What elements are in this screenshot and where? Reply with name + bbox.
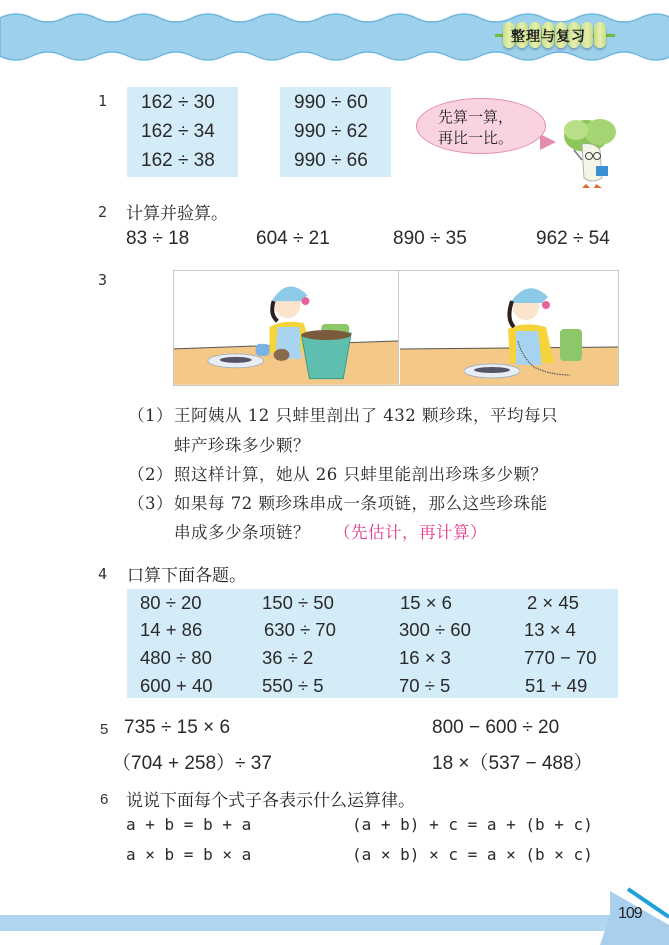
q5-expr: （704 + 258）÷ 37 <box>112 753 272 774</box>
bubble-text <box>438 107 513 149</box>
law-commutative-addition: a + b = b + a <box>126 815 252 834</box>
question-number-2: 2 <box>98 203 108 221</box>
grid-cell: 600 + 40 <box>140 675 213 696</box>
q4-mental-math-grid <box>127 589 618 698</box>
q3-part1-label: （1） <box>128 406 173 425</box>
grid-cell: 13 × 4 <box>524 619 576 640</box>
q1-group-b <box>280 87 391 177</box>
grid-cell: 770 − 70 <box>524 647 597 668</box>
expr: 990 ÷ 60 <box>294 92 368 113</box>
question-number-5: 5 <box>100 721 109 738</box>
footer-bar <box>0 915 630 931</box>
q3-part3-label: （3） <box>128 494 173 513</box>
grid-cell: 14 + 86 <box>140 619 203 640</box>
question-number-4: 4 <box>98 565 108 583</box>
q5-expr: 735 ÷ 15 × 6 <box>124 717 231 738</box>
expr: 990 ÷ 66 <box>294 150 368 171</box>
q3-hint: （先估计，再计算） <box>334 523 487 542</box>
q3-part3-line1: 如果每 72 颗珍珠串成一条项链，那么这些珍珠能 <box>174 494 548 513</box>
expr: 162 ÷ 30 <box>141 92 215 113</box>
q6-instruction: 说说下面每个式子各表示什么运算律。 <box>126 791 415 811</box>
grid-cell: 16 × 3 <box>399 647 451 668</box>
law-commutative-multiplication: a × b = b × a <box>126 845 252 864</box>
bubble-line-1: 先算一算， <box>438 108 514 126</box>
q5-expr: 18 ×（537 − 488） <box>432 753 593 774</box>
grid-cell: 70 ÷ 5 <box>399 675 451 696</box>
grid-cell: 51 + 49 <box>525 675 588 696</box>
section-badge <box>495 20 615 50</box>
expr: 162 ÷ 34 <box>141 121 215 142</box>
q2-expr: 962 ÷ 54 <box>536 228 610 249</box>
grid-cell: 150 ÷ 50 <box>262 592 334 613</box>
law-associative-addition: (a + b) + c = a + (b + c) <box>352 815 593 834</box>
q1-group-a <box>127 87 238 177</box>
q3-part2-label: （2） <box>128 465 173 484</box>
cabbage-mascot-icon <box>556 114 624 192</box>
q3-part2-line1: 照这样计算，她从 26 只蚌里能剖出珍珠多少颗？ <box>174 465 548 484</box>
law-associative-multiplication: (a × b) × c = a × (b × c) <box>352 845 593 864</box>
grid-cell: 480 ÷ 80 <box>140 647 212 668</box>
question-number-3: 3 <box>98 271 108 289</box>
grid-cell: 15 × 6 <box>400 592 452 613</box>
woman-opening-clam-illustration <box>174 271 399 385</box>
page-number: 109 <box>618 905 642 922</box>
section-title: 整理与复习 <box>511 29 586 45</box>
q3-part1-line2: 蚌产珍珠多少颗？ <box>174 436 310 455</box>
speech-bubble <box>416 98 546 154</box>
q2-expr: 604 ÷ 21 <box>256 228 330 249</box>
q3-part1-line1: 王阿姨从 12 只蚌里剖出了 432 颗珍珠，平均每只 <box>174 406 558 425</box>
question-number-1: 1 <box>98 92 108 110</box>
q3-part3-line2: 串成多少条项链？ <box>174 523 310 542</box>
woman-stringing-pearls-illustration <box>400 271 619 385</box>
grid-cell: 80 ÷ 20 <box>140 592 202 613</box>
q4-instruction: 口算下面各题。 <box>127 566 246 586</box>
bubble-line-2: 再比一比。 <box>438 129 514 147</box>
q2-expr: 890 ÷ 35 <box>393 228 467 249</box>
q2-expr: 83 ÷ 18 <box>126 228 190 249</box>
bubble-tail <box>540 134 556 150</box>
question-number-6: 6 <box>100 791 109 808</box>
header-banner <box>0 0 669 70</box>
grid-cell: 36 ÷ 2 <box>262 647 314 668</box>
grid-cell: 550 ÷ 5 <box>262 675 324 696</box>
grid-cell: 300 ÷ 60 <box>399 619 471 640</box>
q2-instruction: 计算并验算。 <box>126 204 228 224</box>
expr: 990 ÷ 62 <box>294 121 368 142</box>
q3-illustration <box>173 270 619 386</box>
grid-cell: 2 × 45 <box>527 592 579 613</box>
grid-cell: 630 ÷ 70 <box>264 619 336 640</box>
expr: 162 ÷ 38 <box>141 150 215 171</box>
q5-expr: 800 − 600 ÷ 20 <box>432 717 560 738</box>
